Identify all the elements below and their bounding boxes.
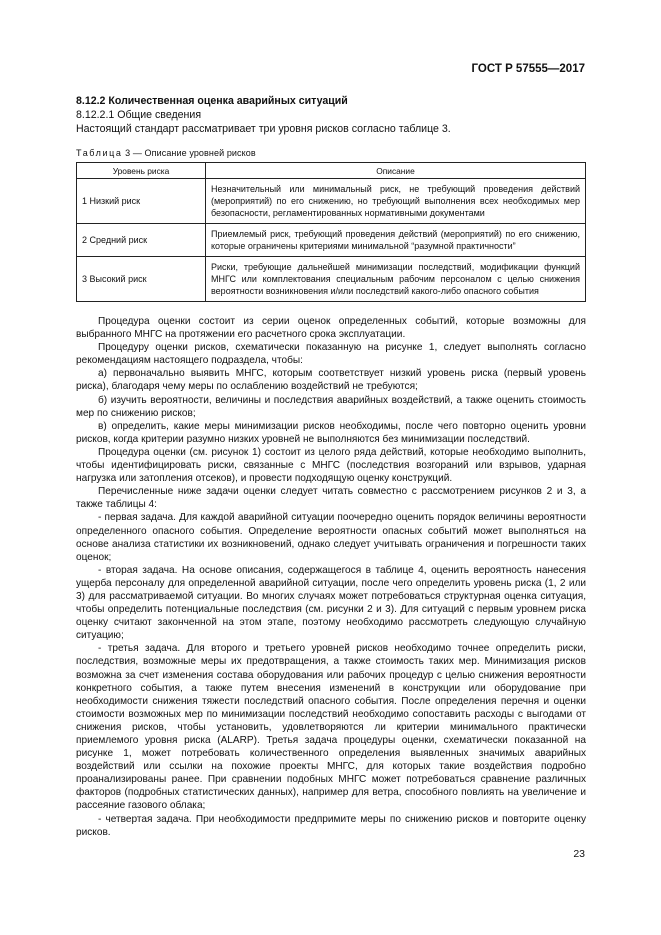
paragraph: Перечисленные ниже задачи оценки следует читать совместно с рассмотрением рисунков 2 и 3, а также таблицы 4: [76,486,586,511]
task-item: - третья задача. Для второго и третьего уровней рисков необходимо точнее определить риски, последствия, возможные меры их предотвращения, а также стоимость таких мер. Минимизация рисков возможна за счет изменения состава оборудования или рабочих процедур с целью снижения вероятности конкретного события, а также путем внесения изменений в конструкции или оборудование при необходимости снижения тяжести последствий опасного события. После определения перечня и оценки стоимости возможных мер по минимизации последствий необходимо сопоставить расходы с выгодами от снижения рисков, чтобы установить, удовлетворяются ли критерии минимального практически приемлемого уровня риска (ALARP). Третья задача процедуры оценки, схематически показанной на рисунке 1, может потребовать количественного определения выявленных значимых аварийных воздействий или ссылки на похожие проекты МНГС, для которых такие воздействия подробно проанализированы ранее. При сравнении подобных МНГС может потребоваться сравнение различных факторов (подробных статистических данных), например для ветра, способного повлиять на увеличение и рассеяние газового облака; [76,643,586,812]
paragraph: Процедура оценки (см. рисунок 1) состоит из целого ряда действий, которые необходимо выполнить, чтобы идентифицировать риски, связанные с МНГС (последствия возгораний или взрывов, ударная нагрузка или затопления отсеков), и провести подходящую оценку конструкций. [76,446,586,485]
risk-description-cell: Приемлемый риск, требующий проведения действий (мероприятий) по его снижению, которые ограничены критериями минимальной “разумной практичности” [206,224,586,257]
section-subtitle: 8.12.2.1 Общие сведения [76,109,202,121]
body-text [76,315,586,839]
column-header-level: Уровень риска [77,163,206,179]
table-caption-prefix: Таблица [76,148,123,158]
risk-description-cell: Риски, требующие дальнейшей минимизации последствий, модификации функций МНГС или комплектования специальным рабочим персоналом с целью снижения вероятности возникновения и/или последствий какого-либо опасного события [206,257,586,302]
table-row [77,257,586,302]
table-caption-text: 3 — Описание уровней рисков [125,148,256,158]
table-row [77,224,586,257]
table-header-row [77,163,586,179]
standard-code: ГОСТ Р 57555—2017 [471,63,585,75]
table-caption [76,148,586,158]
risk-description-cell: Незначительный или минимальный риск, не требующий проведения действий (мероприятий) по его снижению, но требующий выполнения всех необходимых мер безопасности, регламентированных нормативными документами [206,179,586,224]
task-item: - первая задача. Для каждой аварийной ситуации поочередно оценить порядок величины вероятности определенного опасного события. Определение вероятности опасных событий может выполняться на основе анализа статистики их возникновений, однако следует учитывать ограничения и погрешности таких оценок; [76,512,586,563]
table-row [77,179,586,224]
paragraph: Процедура оценки состоит из серии оценок определенных событий, которые возможны для выбранного МНГС на протяжении его расчетного срока эксплуатации. [76,316,586,341]
risk-levels-table [76,162,586,302]
risk-level-cell: 2 Средний риск [77,224,206,257]
page-content [76,94,586,839]
task-item: - вторая задача. На основе описания, содержащегося в таблице 4, оценить вероятность нанесения ущерба персоналу для определенной аварийной ситуации, после чего определить уровень риска (1, 2 или 3) для рассматриваемой ситуации. Во многих случаях может потребоваться структурная оценка ситуация, чтобы определить потенциальные последствия (см. рисунки 2 и 3). Для ситуаций с первым уровнем риска оценку считают законченной на этом этапе, поэтому необходимо рассмотреть следующую случайную ситуацию; [76,564,586,642]
list-item: б) изучить вероятности, величины и последствия аварийных воздействий, а также оценить стоимость мер по снижению рисков; [76,394,586,419]
page-number: 23 [573,848,585,860]
section-intro: Настоящий стандарт рассматривает три уровня рисков согласно таблице 3. [76,123,451,135]
risk-level-cell: 3 Высокий риск [77,257,206,302]
list-item: а) первоначально выявить МНГС, которым соответствует низкий уровень риска (первый уровень риска), благодаря чему меры по ослаблению воздействий не требуются; [76,368,586,393]
list-item: в) определить, какие меры минимизации рисков необходимы, после чего повторно оценить уровни рисков, когда критерии разумно низких уровней не выполняются без минимизации последствий. [76,420,586,445]
column-header-description: Описание [206,163,586,179]
task-item: - четвертая задача. При необходимости предпримите меры по снижению рисков и повторите оценку рисков. [76,813,586,838]
risk-level-cell: 1 Низкий риск [77,179,206,224]
section-title: 8.12.2 Количественная оценка аварийных ситуаций [76,95,348,107]
paragraph: Процедуру оценки рисков, схематически показанную на рисунке 1, следует выполнять согласно рекомендациям настоящего подраздела, чтобы: [76,342,586,367]
